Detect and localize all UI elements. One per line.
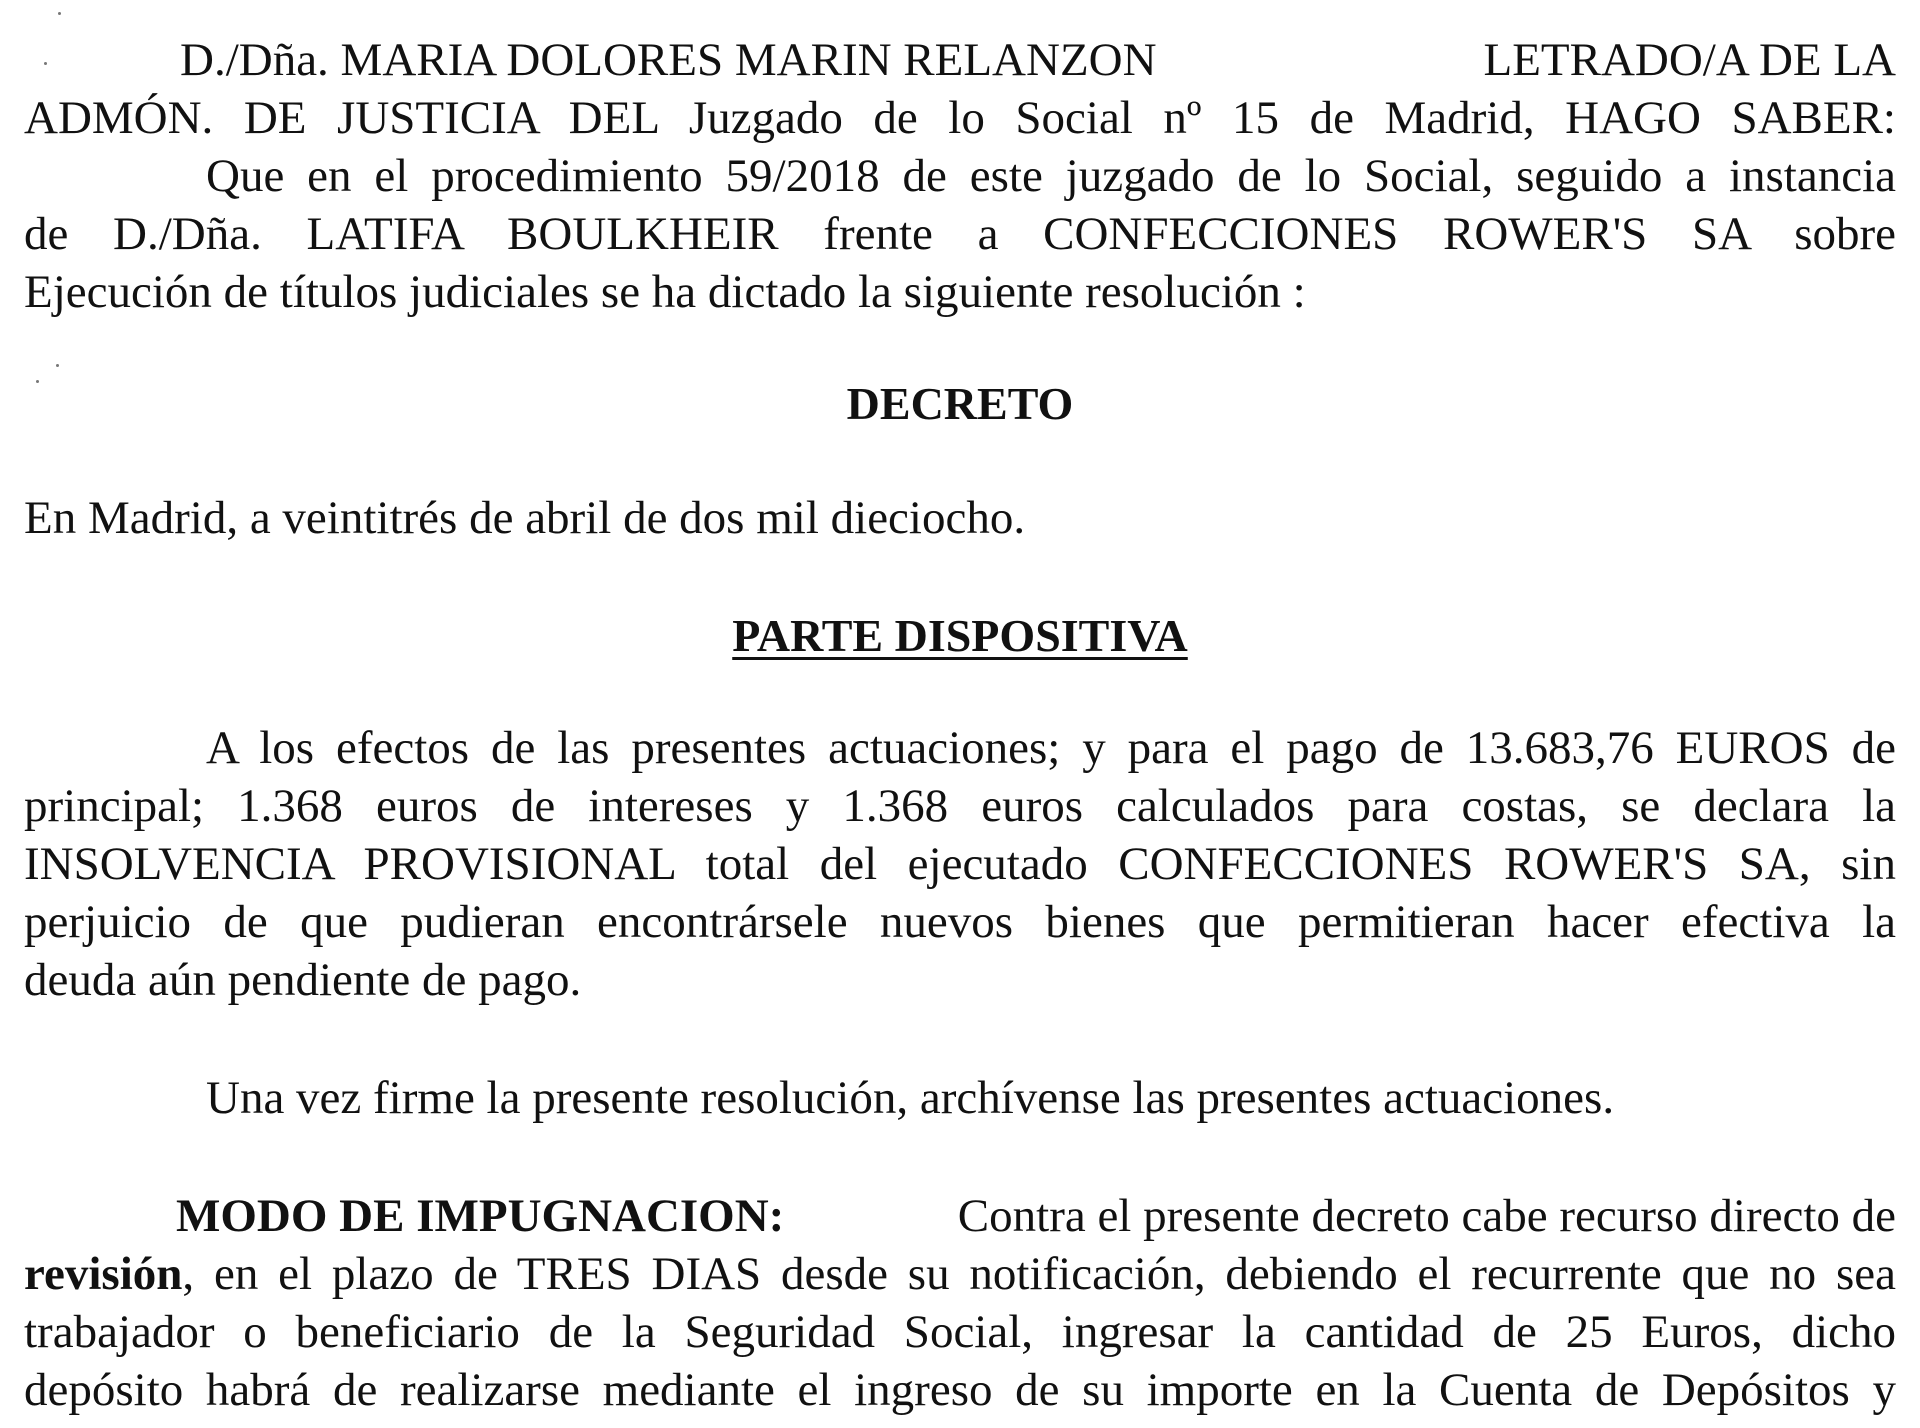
dispositiva-p1-line-1: A los efectos de las presentes actuaciones; y para el pago de 13.683,76 EUROS de — [206, 722, 1896, 774]
impugnacion-line-2-text: , en el plazo de TRES DIAS desde su notificación, debiendo el recurrente que no sea — [182, 1248, 1896, 1300]
parties-line: de D./Dña. LATIFA BOULKHEIR frente a CONFECCIONES ROWER'S SA sobre — [24, 208, 1896, 260]
impugnacion-label: MODO DE IMPUGNACION: — [176, 1190, 785, 1242]
subject-line: Ejecución de títulos judiciales se ha dictado la siguiente resolución : — [24, 266, 1306, 318]
parte-dispositiva-title — [0, 606, 1920, 666]
dispositiva-p1-line-2: principal; 1.368 euros de intereses y 1.368 euros calculados para costas, se declara la — [24, 780, 1896, 832]
decreto-title: DECRETO — [846, 378, 1074, 429]
dispositiva-p1-line-3: INSOLVENCIA PROVISIONAL total del ejecutado CONFECCIONES ROWER'S SA, sin — [24, 838, 1896, 890]
impugnacion-line-3: trabajador o beneficiario de la Seguridad Social, ingresar la cantidad de 25 Euros, dicho — [24, 1306, 1896, 1358]
impugnacion-line-1-text: Contra el presente decreto cabe recurso directo de — [957, 1190, 1896, 1242]
clerk-name: D./Dña. MARIA DOLORES MARIN RELANZON — [180, 34, 1157, 86]
header-line-2: ADMÓN. DE JUSTICIA DEL Juzgado de lo Social nº 15 de Madrid, HAGO SABER: — [24, 92, 1896, 144]
impugnacion-line-2 — [24, 1244, 1896, 1304]
scan-speck — [56, 364, 59, 367]
dispositiva-p1-line-4: perjuicio de que pudieran encontrársele nuevos bienes que permitieran hacer efectiva la — [24, 896, 1896, 948]
procedure-line: Que en el procedimiento 59/2018 de este juzgado de lo Social, seguido a instancia — [206, 150, 1896, 202]
scan-speck — [58, 12, 61, 15]
header-line-1 — [180, 30, 1896, 90]
dispositiva-p1-line-5: deuda aún pendiente de pago. — [24, 954, 582, 1006]
impugnacion-line-1 — [176, 1186, 1896, 1246]
dispositiva-p2: Una vez firme la presente resolución, archívense las presentes actuaciones. — [206, 1072, 1615, 1124]
clerk-title: LETRADO/A DE LA — [1483, 34, 1896, 86]
date-line: En Madrid, a veintitrés de abril de dos mil dieciocho. — [24, 492, 1026, 544]
scan-speck — [44, 62, 47, 65]
revision-word: revisión — [24, 1248, 183, 1300]
impugnacion-line-4: depósito habrá de realizarse mediante el ingreso de su importe en la Cuenta de Depósitos y — [24, 1364, 1896, 1416]
parte-dispositiva-text: PARTE DISPOSITIVA — [732, 610, 1188, 661]
